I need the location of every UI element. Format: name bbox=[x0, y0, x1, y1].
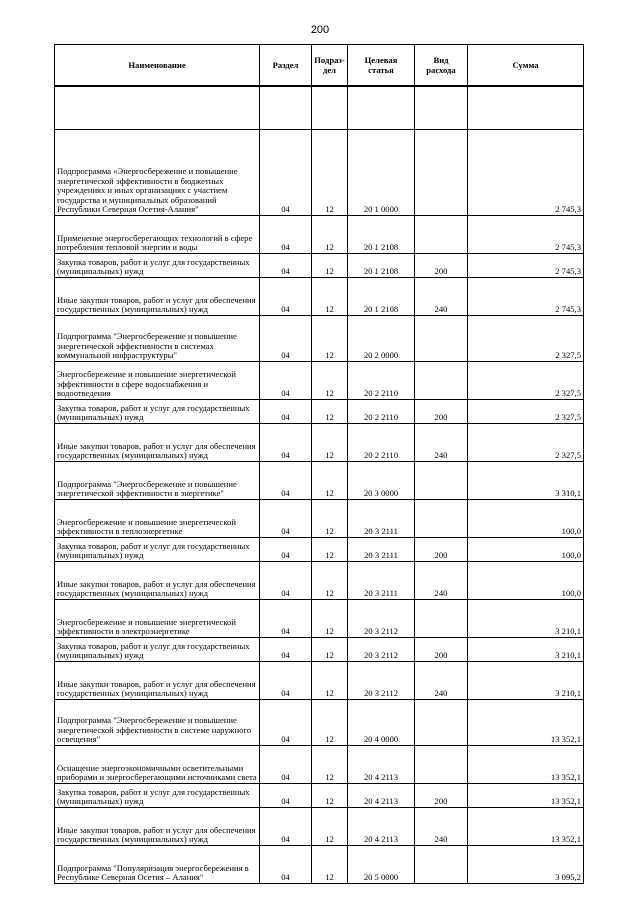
cell-target: 20 2 2110 bbox=[348, 362, 415, 400]
table-row bbox=[55, 808, 584, 846]
cell-target: 20 3 2112 bbox=[348, 662, 415, 700]
cell-amount: 3 310,1 bbox=[468, 462, 584, 500]
cell-name: Закупка товаров, работ и услуг для государственных (муниципальных) нужд bbox=[55, 254, 260, 278]
cell-subsection: 12 bbox=[312, 254, 348, 278]
cell-target: 20 1 0000 bbox=[348, 130, 415, 216]
cell-name: Иные закупки товаров, работ и услуг для обеспечения государственных (муниципальных) нужд bbox=[55, 424, 260, 462]
cell-amount: 13 352,1 bbox=[468, 808, 584, 846]
table-row bbox=[55, 846, 584, 884]
cell-amount: 2 327,5 bbox=[468, 400, 584, 424]
table-row bbox=[55, 216, 584, 254]
table-row bbox=[55, 784, 584, 808]
table-row bbox=[55, 662, 584, 700]
cell-section: 04 bbox=[260, 500, 312, 538]
header-name: Наименование bbox=[55, 45, 260, 87]
cell-section: 04 bbox=[260, 846, 312, 884]
cell-name: Подпрограмма «Энергосбережение и повышение энергетической эффективности в бюджетных учреждениях и иных организациях с участием государства и муниципальных образований Республики Северная Осетия-Алания" bbox=[55, 130, 260, 216]
header-section: Раздел bbox=[260, 45, 312, 87]
cell-subsection: 12 bbox=[312, 700, 348, 746]
cell-target: 20 4 2113 bbox=[348, 746, 415, 784]
cell-amount: 2 327,5 bbox=[468, 362, 584, 400]
table-row bbox=[55, 600, 584, 638]
cell-amount: 3 210,1 bbox=[468, 662, 584, 700]
header-amount: Сумма bbox=[468, 45, 584, 87]
cell-section: 04 bbox=[260, 462, 312, 500]
cell-subsection: 12 bbox=[312, 500, 348, 538]
cell-target: 20 3 2111 bbox=[348, 562, 415, 600]
spacer-row bbox=[55, 86, 584, 130]
cell-subsection: 12 bbox=[312, 278, 348, 316]
cell-section: 04 bbox=[260, 562, 312, 600]
cell-subsection: 12 bbox=[312, 784, 348, 808]
cell-target: 20 3 2112 bbox=[348, 638, 415, 662]
cell-section: 04 bbox=[260, 278, 312, 316]
cell-expense-type bbox=[415, 600, 468, 638]
cell-section: 04 bbox=[260, 316, 312, 362]
cell-name: Иные закупки товаров, работ и услуг для обеспечения государственных (муниципальных) нужд bbox=[55, 808, 260, 846]
table-row bbox=[55, 746, 584, 784]
header-target: Целевая статья bbox=[348, 45, 415, 87]
cell-expense-type: 240 bbox=[415, 808, 468, 846]
cell-section: 04 bbox=[260, 130, 312, 216]
table-row bbox=[55, 278, 584, 316]
cell-section: 04 bbox=[260, 784, 312, 808]
cell-name: Подпрограмма "Энергосбережение и повышение энергетической эффективности в системах коммунальной инфраструктуры" bbox=[55, 316, 260, 362]
cell-amount: 3 095,2 bbox=[468, 846, 584, 884]
cell-amount: 2 327,5 bbox=[468, 424, 584, 462]
table-row bbox=[55, 130, 584, 216]
cell-subsection: 12 bbox=[312, 462, 348, 500]
cell-section: 04 bbox=[260, 746, 312, 784]
cell-expense-type bbox=[415, 362, 468, 400]
cell-expense-type: 240 bbox=[415, 662, 468, 700]
cell-amount: 100,0 bbox=[468, 500, 584, 538]
cell-expense-type: 240 bbox=[415, 278, 468, 316]
cell-name: Энергосбережение и повышение энергетической эффективности в сфере водоснабжения и водоотведения bbox=[55, 362, 260, 400]
cell-expense-type bbox=[415, 316, 468, 362]
cell-target: 20 3 2111 bbox=[348, 500, 415, 538]
table-row bbox=[55, 316, 584, 362]
header-expense-type: Вид расхода bbox=[415, 45, 468, 87]
cell-target: 20 2 0000 bbox=[348, 316, 415, 362]
cell-amount: 13 352,1 bbox=[468, 700, 584, 746]
cell-expense-type: 200 bbox=[415, 400, 468, 424]
cell-expense-type bbox=[415, 130, 468, 216]
table-row bbox=[55, 462, 584, 500]
table-row bbox=[55, 254, 584, 278]
cell-amount: 2 745,3 bbox=[468, 278, 584, 316]
cell-section: 04 bbox=[260, 700, 312, 746]
cell-name: Иные закупки товаров, работ и услуг для обеспечения государственных (муниципальных) нужд bbox=[55, 278, 260, 316]
cell-subsection: 12 bbox=[312, 562, 348, 600]
cell-subsection: 12 bbox=[312, 424, 348, 462]
cell-subsection: 12 bbox=[312, 362, 348, 400]
cell-section: 04 bbox=[260, 538, 312, 562]
cell-subsection: 12 bbox=[312, 600, 348, 638]
cell-section: 04 bbox=[260, 638, 312, 662]
cell-section: 04 bbox=[260, 400, 312, 424]
cell-subsection: 12 bbox=[312, 316, 348, 362]
cell-amount: 2 745,3 bbox=[468, 130, 584, 216]
cell-target: 20 3 0000 bbox=[348, 462, 415, 500]
cell-target: 20 1 2108 bbox=[348, 278, 415, 316]
cell-section: 04 bbox=[260, 254, 312, 278]
cell-target: 20 3 2112 bbox=[348, 600, 415, 638]
cell-name: Закупка товаров, работ и услуг для государственных (муниципальных) нужд bbox=[55, 638, 260, 662]
cell-section: 04 bbox=[260, 216, 312, 254]
cell-expense-type bbox=[415, 216, 468, 254]
table-row bbox=[55, 638, 584, 662]
cell-amount: 2 745,3 bbox=[468, 216, 584, 254]
cell-name: Энергосбережение и повышение энергетической эффективности в теплоэнергетике bbox=[55, 500, 260, 538]
cell-target: 20 4 2113 bbox=[348, 784, 415, 808]
cell-subsection: 12 bbox=[312, 130, 348, 216]
cell-expense-type: 200 bbox=[415, 784, 468, 808]
cell-subsection: 12 bbox=[312, 808, 348, 846]
cell-name: Подпрограмма "Энергосбережение и повышение энергетической эффективности в системе наружного освещения" bbox=[55, 700, 260, 746]
table-row bbox=[55, 362, 584, 400]
cell-subsection: 12 bbox=[312, 538, 348, 562]
cell-target: 20 2 2110 bbox=[348, 400, 415, 424]
cell-name: Подпрограмма "Популяризация энергосбережения в Республике Северная Осетия – Алания" bbox=[55, 846, 260, 884]
cell-amount: 13 352,1 bbox=[468, 784, 584, 808]
cell-amount: 2 327,5 bbox=[468, 316, 584, 362]
cell-section: 04 bbox=[260, 424, 312, 462]
cell-expense-type bbox=[415, 846, 468, 884]
cell-expense-type: 200 bbox=[415, 254, 468, 278]
cell-subsection: 12 bbox=[312, 662, 348, 700]
cell-expense-type: 240 bbox=[415, 562, 468, 600]
cell-name: Закупка товаров, работ и услуг для государственных (муниципальных) нужд bbox=[55, 784, 260, 808]
cell-expense-type bbox=[415, 700, 468, 746]
cell-amount: 13 352,1 bbox=[468, 746, 584, 784]
cell-subsection: 12 bbox=[312, 638, 348, 662]
header-row bbox=[55, 45, 584, 87]
cell-name: Закупка товаров, работ и услуг для государственных (муниципальных) нужд bbox=[55, 400, 260, 424]
cell-target: 20 1 2108 bbox=[348, 254, 415, 278]
cell-expense-type: 200 bbox=[415, 638, 468, 662]
cell-name: Применение энергосберегающих технологий в сфере потребления тепловой энергии и воды bbox=[55, 216, 260, 254]
cell-amount: 3 210,1 bbox=[468, 600, 584, 638]
cell-target: 20 3 2111 bbox=[348, 538, 415, 562]
table-row bbox=[55, 562, 584, 600]
table-row bbox=[55, 700, 584, 746]
cell-target: 20 1 2108 bbox=[348, 216, 415, 254]
cell-amount: 3 210,1 bbox=[468, 638, 584, 662]
cell-expense-type bbox=[415, 746, 468, 784]
cell-amount: 100,0 bbox=[468, 538, 584, 562]
cell-target: 20 2 2110 bbox=[348, 424, 415, 462]
table-row bbox=[55, 500, 584, 538]
cell-target: 20 4 0000 bbox=[348, 700, 415, 746]
budget-table bbox=[54, 44, 584, 884]
cell-section: 04 bbox=[260, 600, 312, 638]
cell-name: Оснащение энергоэкономичными осветительными приборами и энергосберегающими источниками света bbox=[55, 746, 260, 784]
cell-section: 04 bbox=[260, 362, 312, 400]
cell-name: Энергосбережение и повышение энергетической эффективности в электроэнергетике bbox=[55, 600, 260, 638]
header-subsection: Подраз- дел bbox=[312, 45, 348, 87]
cell-section: 04 bbox=[260, 662, 312, 700]
table-body bbox=[55, 130, 584, 884]
cell-subsection: 12 bbox=[312, 216, 348, 254]
page-number: 200 bbox=[310, 24, 330, 36]
cell-section: 04 bbox=[260, 808, 312, 846]
cell-expense-type bbox=[415, 462, 468, 500]
table-row bbox=[55, 538, 584, 562]
cell-name: Подпрограмма "Энергосбережение и повышение энергетической эффективности в энергетике" bbox=[55, 462, 260, 500]
cell-target: 20 5 0000 bbox=[348, 846, 415, 884]
cell-expense-type: 240 bbox=[415, 424, 468, 462]
cell-target: 20 4 2113 bbox=[348, 808, 415, 846]
cell-subsection: 12 bbox=[312, 400, 348, 424]
cell-name: Иные закупки товаров, работ и услуг для обеспечения государственных (муниципальных) нужд bbox=[55, 562, 260, 600]
cell-name: Закупка товаров, работ и услуг для государственных (муниципальных) нужд bbox=[55, 538, 260, 562]
cell-subsection: 12 bbox=[312, 746, 348, 784]
cell-expense-type bbox=[415, 500, 468, 538]
cell-expense-type: 200 bbox=[415, 538, 468, 562]
cell-amount: 100,0 bbox=[468, 562, 584, 600]
cell-name: Иные закупки товаров, работ и услуг для обеспечения государственных (муниципальных) нужд bbox=[55, 662, 260, 700]
table-row bbox=[55, 424, 584, 462]
table-row bbox=[55, 400, 584, 424]
cell-amount: 2 745,3 bbox=[468, 254, 584, 278]
cell-subsection: 12 bbox=[312, 846, 348, 884]
